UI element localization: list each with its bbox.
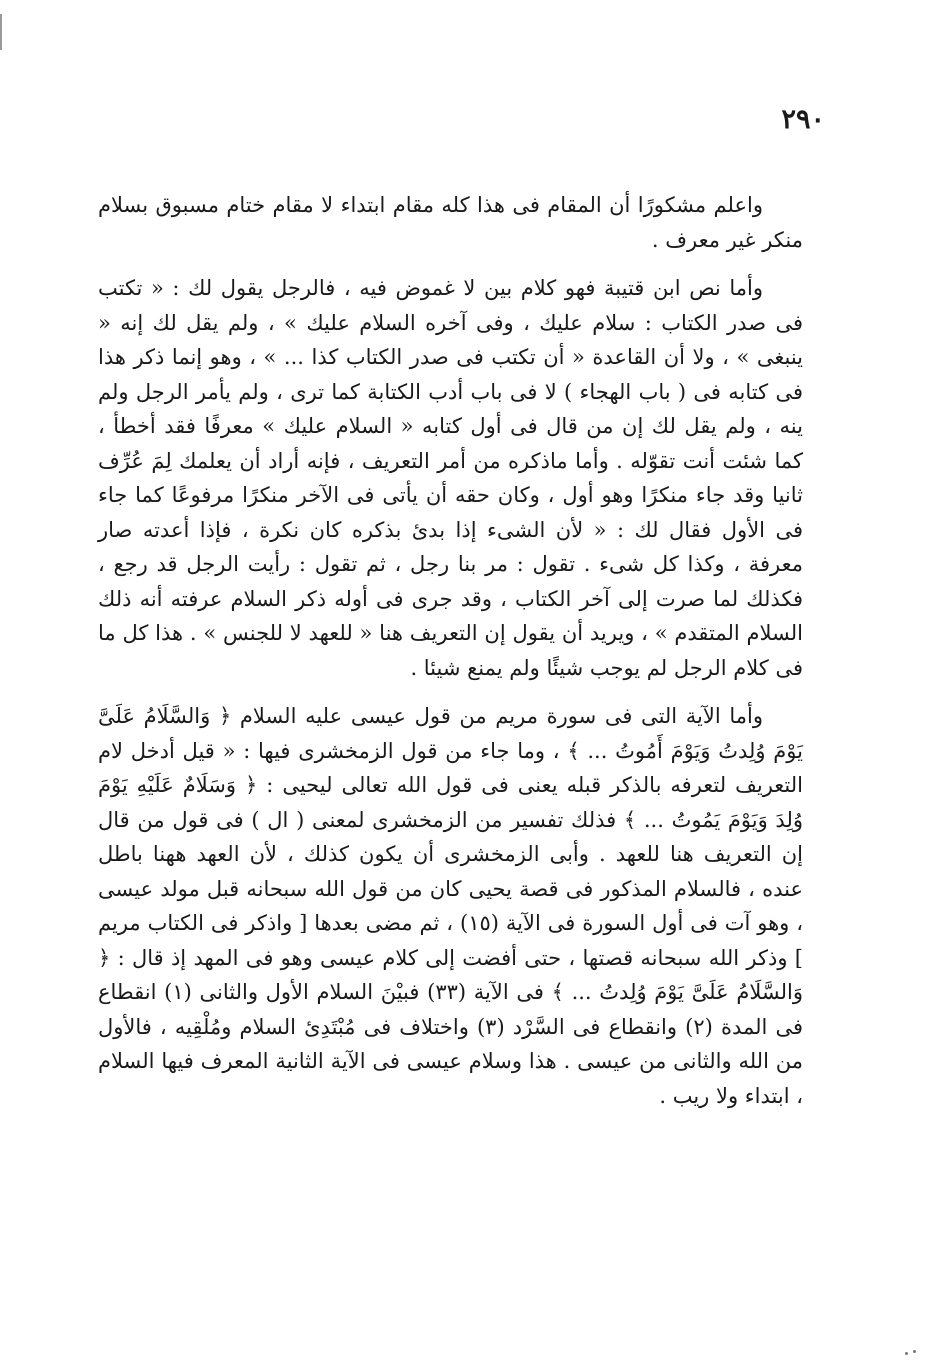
paragraph: وأما نص ابن قتيبة فهو كلام بين لا غموض فيه ، فالرجل يقول لك : « تكتب فى صدر الكتاب : سلام عليك ، وفى آخره السلام عليك » ، ولم يقل لك إنه « ينبغى » ، ولا أن القاعدة « أن تكتب فى صدر الكتاب كذا ... » ، وهو إنما ذكر هذا فى كتابه فى ( باب الهجاء ) لا فى باب أدب الكتابة كما ترى ، ولم يأمر الرجل ولم ينه ، ولم يقل لك إن من قال فى أول كتابه « السلام عليك » معرفًا فقد أخطأ ، كما شئت أنت تقوّله . وأما ماذكره من أمر التعريف ، فإنه أراد أن يعلمك لِمَ عُرِّف ثانيا وقد جاء منكرًا وهو أول ، وكان حقه أن يأتى فى الآخر منكرًا مرفوعًا كما جاء فى الأول فقال لك : « لأن الشىء إذا بدئ بذكره كان نكرة ، فإذا أعدته صار معرفة ، وكذا كل شىء . تقول : مر بنا رجل ، ثم تقول : رأيت الرجل قد رجع ، فكذلك لما صرت إلى آخر الكتاب ، وقد جرى فى أوله ذكر السلام عرفته أنه ذلك السلام المتقدم » ، ويريد أن يقول إن التعريف هنا « للعهد لا للجنس » . هذا كل ما فى كلام الرجل لم يوجب شيئًا ولم يمنع شيئا . (98, 276, 803, 680)
scan-speck (913, 1350, 916, 1353)
paragraph: واعلم مشكورًا أن المقام فى هذا كله مقام ابتداء لا مقام ختام مسبوق بسلام منكر غير معرف . (98, 193, 803, 252)
scan-edge-mark (0, 14, 2, 50)
page-number: ٢٩٠ (781, 104, 825, 135)
scan-speck (905, 1352, 908, 1355)
paragraph: وأما الآية التى فى سورة مريم من قول عيسى عليه السلام ﴿ وَالسَّلَامُ عَلَىَّ يَوْمَ وُلِدتُ وَيَوْمَ أَمُوتُ ... ﴾ ، وما جاء من قول الزمخشرى فيها : « قيل أدخل لام التعريف لتعرفه بالذكر قبله يعنى فى قول الله تعالى ليحيى : ﴿ وَسَلَامٌ عَلَيْهِ يَوْمَ وُلِدَ وَيَوْمَ يَمُوتُ ... ﴾ فذلك تفسير من الزمخشرى لمعنى ( ال ) فى قول من قال إن التعريف هنا للعهد . وأبى الزمخشرى أن يكون كذلك ، لأن العهد ههنا باطل عنده ، فالسلام المذكور فى قصة يحيى كان من قول الله سبحانه قبل مولد عيسى ، وهو آت فى أول السورة فى الآية (١٥) ، ثم مضى بعدها [ واذكر فى الكتاب مريم ] وذكر الله سبحانه قصتها ، حتى أفضت إلى كلام عيسى وهو فى المهد إذ قال : ﴿ وَالسَّلَامُ عَلَىَّ يَوْمَ وُلِدتُ ... ﴾ فى الآية (٣٣) فبيْنَ السلام الأول والثانى (١) انقطاع فى المدة (٢) وانقطاع فى السَّرْد (٣) واختلاف فى مُبْتَدِئ السلام ومُلْقِيه ، فالأول من الله والثانى من عيسى . هذا وسلام عيسى فى الآية الثانية المعرف فيها السلام ، ابتداء ولا ريب . (98, 704, 804, 1108)
page-body (98, 188, 803, 1127)
